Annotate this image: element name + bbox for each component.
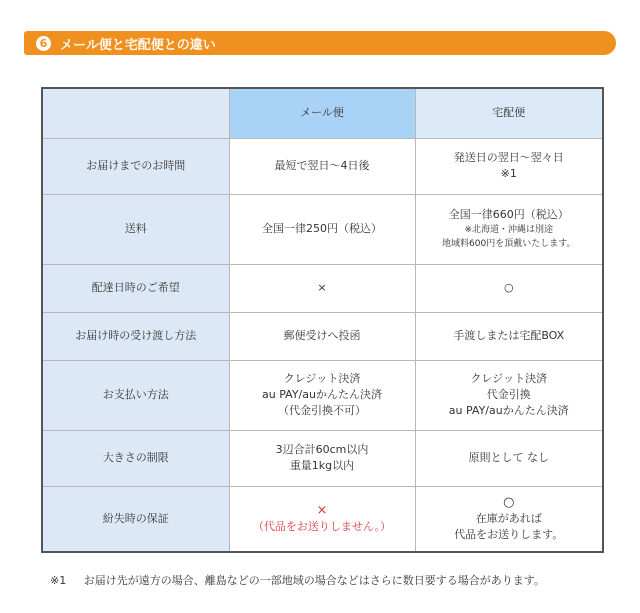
section-header-bar (24, 31, 616, 55)
table-header-row (42, 88, 603, 138)
takuhai-payment-line: au PAY/auかんたん決済 (448, 404, 569, 417)
takuhai-delivery-time-cell (415, 138, 603, 194)
mail-date-request-cross-icon: × (229, 264, 415, 312)
comparison-table (41, 87, 604, 553)
mail-loss-cross-icon: × (316, 502, 328, 518)
mail-payment-line: au PAY/auかんたん決済 (262, 388, 382, 401)
takuhai-payment-line: 代金引換 (486, 388, 531, 401)
takuhai-size: 原則として なし (415, 430, 603, 486)
takuhai-shipping-cell (415, 194, 603, 264)
takuhai-handover: 手渡しまたは宅配BOX (415, 312, 603, 360)
section-number-badge: 6 (36, 36, 51, 51)
table-row (42, 194, 603, 264)
mail-delivery-time: 最短で翌日〜4日後 (229, 138, 415, 194)
takuhai-shipping-note-1: ※北海道・沖縄は別途 (464, 225, 554, 235)
takuhai-loss-line: 代品をお送りします。 (454, 527, 564, 541)
table-row (42, 312, 603, 360)
mail-payment-line: クレジット決済 (283, 372, 361, 385)
table-row (42, 430, 603, 486)
header-mail-bin: メール便 (229, 88, 415, 138)
takuhai-shipping: 全国一律660円（税込） (448, 208, 569, 221)
mail-payment-cell (229, 360, 415, 430)
row-label-delivery-time: お届けまでのお時間 (42, 138, 229, 194)
takuhai-shipping-note-2: 地域料600円を頂戴いたします。 (442, 239, 576, 249)
takuhai-payment-line: クレジット決済 (470, 372, 548, 385)
footnote (50, 572, 545, 588)
row-label-loss: 紛失時の保証 (42, 486, 229, 552)
row-label-date-request: 配達日時のご希望 (42, 264, 229, 312)
mail-size-line: 3辺合計60cm以内 (275, 443, 369, 456)
mail-loss-cell (229, 486, 415, 552)
table-row (42, 360, 603, 430)
header-empty-cell (42, 88, 229, 138)
header-takuhai-bin: 宅配便 (415, 88, 603, 138)
table-row (42, 264, 603, 312)
takuhai-payment-cell (415, 360, 603, 430)
mail-loss-note: （代品をお送りしません。） (252, 519, 392, 533)
footnote-text: お届け先が遠方の場合、離島などの一部地域の場合などはさらに数日要する場合があります。 (83, 574, 545, 587)
takuhai-loss-cell (415, 486, 603, 552)
takuhai-delivery-time: 発送日の翌日〜翌々日 (453, 151, 564, 164)
row-label-handover: お届け時の受け渡し方法 (42, 312, 229, 360)
row-label-payment: お支払い方法 (42, 360, 229, 430)
section-title: メール便と宅配便との違い (60, 37, 216, 53)
row-label-shipping: 送料 (42, 194, 229, 264)
mail-handover: 郵便受けへ投函 (229, 312, 415, 360)
takuhai-date-request-circle-icon: ○ (415, 264, 603, 312)
mail-payment-line: （代金引換不可） (278, 404, 366, 417)
takuhai-delivery-note: ※1 (500, 167, 517, 180)
mail-shipping: 全国一律250円（税込） (229, 194, 415, 264)
mail-size-cell (229, 430, 415, 486)
table-row (42, 138, 603, 194)
footnote-mark: ※1 (50, 574, 67, 587)
table-row (42, 486, 603, 552)
takuhai-loss-circle-icon: ○ (503, 494, 515, 510)
row-label-size: 大きさの制限 (42, 430, 229, 486)
takuhai-loss-line: 在庫があれば (475, 511, 542, 525)
mail-size-line: 重量1kg以内 (289, 459, 355, 472)
